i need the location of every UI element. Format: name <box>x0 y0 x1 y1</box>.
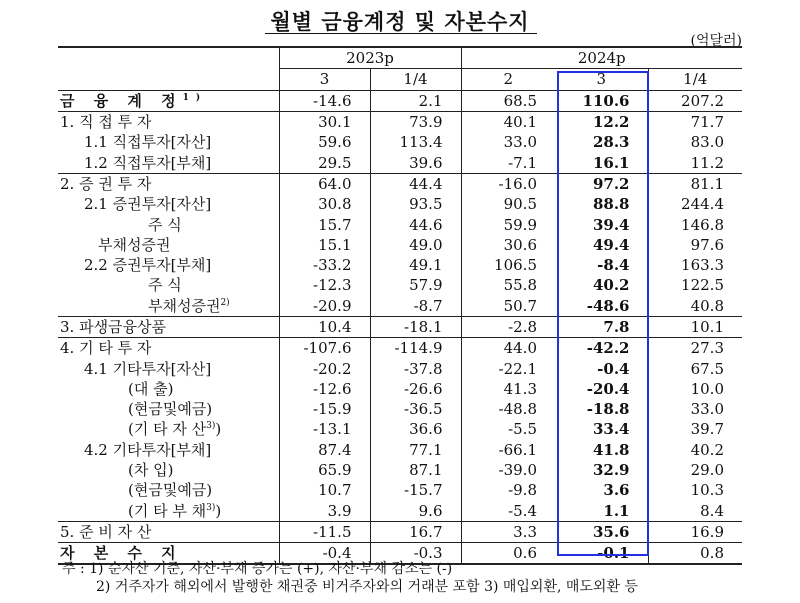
table-row <box>58 440 742 460</box>
value-cell: -12.6 <box>279 379 370 399</box>
value-cell: 30.1 <box>279 111 370 132</box>
value-cell: -39.0 <box>461 460 555 480</box>
value-cell: 10.3 <box>648 480 742 500</box>
row-label: (현금및예금) <box>128 481 213 500</box>
row-label: 2.2 증권투자[부채] <box>84 256 212 275</box>
header-month: 1/4 <box>648 69 742 90</box>
value-cell: 87.1 <box>370 460 461 480</box>
value-cell: -107.6 <box>279 338 370 359</box>
value-cell: 73.9 <box>370 111 461 132</box>
value-cell: -20.9 <box>279 296 370 317</box>
row-label: 1.2 직접투자[부채] <box>84 153 212 172</box>
value-cell: -8.4 <box>597 256 630 275</box>
row-label: 2. 증 권 투 자 <box>58 173 279 194</box>
table-row <box>58 399 742 419</box>
value-cell: 3.9 <box>279 501 370 522</box>
footnote-1: 주 : 1) 순자산 기준, 자산·부채 증가는 (+), 자산·부채 감소는 (-) <box>62 561 453 577</box>
value-cell: 3.6 <box>603 481 630 500</box>
value-cell: 33.0 <box>461 132 555 152</box>
table-row <box>58 460 742 480</box>
value-cell: 49.0 <box>370 235 461 255</box>
value-cell: -37.8 <box>370 358 461 378</box>
table-row <box>58 379 742 399</box>
value-cell: 28.3 <box>592 133 630 152</box>
value-cell: 40.2 <box>592 276 630 295</box>
value-cell: 44.6 <box>370 214 461 234</box>
value-cell: -18.1 <box>370 316 461 337</box>
value-cell: 83.0 <box>648 132 742 152</box>
value-cell: 90.5 <box>461 194 555 214</box>
value-cell: 29.5 <box>279 152 370 173</box>
value-cell: -12.3 <box>279 275 370 295</box>
value-cell: -42.2 <box>555 338 648 359</box>
row-label: 주 식 <box>148 215 182 234</box>
table-row <box>58 296 742 317</box>
header-blank <box>58 47 279 69</box>
value-cell: 44.0 <box>461 338 555 359</box>
value-cell: 59.9 <box>461 214 555 234</box>
value-cell: -48.8 <box>461 399 555 419</box>
row-label: 4.1 기타투자[자산] <box>84 359 212 378</box>
table-row <box>58 173 742 194</box>
value-cell: 113.4 <box>370 132 461 152</box>
table-row <box>58 255 742 275</box>
row-label: 4. 기 타 투 자 <box>58 338 279 359</box>
value-cell: 64.0 <box>279 173 370 194</box>
value-cell: 30.8 <box>279 194 370 214</box>
value-cell: 65.9 <box>279 460 370 480</box>
value-cell: 68.5 <box>461 90 555 111</box>
value-cell: 110.6 <box>555 90 648 111</box>
header-month: 3 <box>279 69 370 90</box>
value-cell: 32.9 <box>592 461 630 480</box>
value-cell: -5.5 <box>461 419 555 439</box>
value-cell: -26.6 <box>370 379 461 399</box>
row-label: 부채성증권 <box>98 235 171 254</box>
value-cell: -36.5 <box>370 399 461 419</box>
value-cell: 97.6 <box>648 235 742 255</box>
value-cell: -20.2 <box>279 358 370 378</box>
table-row <box>58 194 742 214</box>
value-cell: 41.8 <box>592 440 630 459</box>
page-title: 월별 금융계정 및 자본수지 <box>270 10 530 34</box>
row-label: 1.1 직접투자[자산] <box>84 133 212 152</box>
value-cell: -7.1 <box>461 152 555 173</box>
title-underline <box>265 33 537 34</box>
value-cell: 30.6 <box>461 235 555 255</box>
value-cell: 39.7 <box>648 419 742 439</box>
value-cell: 81.1 <box>648 173 742 194</box>
value-cell: 40.2 <box>648 440 742 460</box>
value-cell: 8.4 <box>648 501 742 522</box>
table-row <box>58 480 742 500</box>
header-blank <box>58 69 279 90</box>
header-month: 1/4 <box>370 69 461 90</box>
value-cell: 10.1 <box>648 316 742 337</box>
value-cell: -14.6 <box>279 90 370 111</box>
value-cell: 2.1 <box>370 90 461 111</box>
value-cell: 15.1 <box>279 235 370 255</box>
footnote-2: 2) 거주자가 해외에서 발행한 채권중 비거주자와의 거래분 포함 3) 매입외환, 매도외환 등 <box>96 579 638 595</box>
row-label: (대 출) <box>128 379 174 398</box>
value-cell: 15.7 <box>279 214 370 234</box>
row-label: 자 본 수 지 <box>58 543 279 565</box>
table-row <box>58 419 742 439</box>
value-cell: 10.7 <box>279 480 370 500</box>
header-year-2024: 2024p <box>461 47 742 69</box>
value-cell: 36.6 <box>370 419 461 439</box>
table-row <box>58 111 742 132</box>
value-cell: 1.1 <box>603 501 630 520</box>
value-cell: 122.5 <box>648 275 742 295</box>
row-label: 2.1 증권투자[자산] <box>84 195 212 214</box>
header-month: 3 <box>555 69 648 90</box>
value-cell: -13.1 <box>279 419 370 439</box>
value-cell: 27.3 <box>648 338 742 359</box>
table-row <box>58 235 742 255</box>
value-cell: 29.0 <box>648 460 742 480</box>
header-year-2023: 2023p <box>279 47 461 69</box>
value-cell: 77.1 <box>370 440 461 460</box>
value-cell: -114.9 <box>370 338 461 359</box>
value-cell: 207.2 <box>648 90 742 111</box>
value-cell: -48.6 <box>586 296 630 315</box>
value-cell: -22.1 <box>461 358 555 378</box>
value-cell: 146.8 <box>648 214 742 234</box>
value-cell: -11.5 <box>279 521 370 542</box>
table-row <box>58 132 742 152</box>
value-cell: 50.7 <box>461 296 555 317</box>
value-cell: 10.4 <box>279 316 370 337</box>
row-label: 1. 직 접 투 자 <box>58 111 279 132</box>
table-row <box>58 501 742 522</box>
value-cell: 88.8 <box>592 195 630 214</box>
value-cell: 0.6 <box>461 543 555 565</box>
value-cell: 35.6 <box>555 521 648 542</box>
value-cell: 11.2 <box>648 152 742 173</box>
row-label: (기 타 부 채$^{3)}$) <box>128 501 222 520</box>
value-cell: -0.4 <box>597 359 630 378</box>
row-label: (현금및예금) <box>128 400 213 419</box>
value-cell: 16.9 <box>648 521 742 542</box>
value-cell: 33.0 <box>648 399 742 419</box>
value-cell: 16.1 <box>592 153 630 172</box>
value-cell: -18.8 <box>586 400 630 419</box>
value-cell: 87.4 <box>279 440 370 460</box>
value-cell: 55.8 <box>461 275 555 295</box>
header-month: 2 <box>461 69 555 90</box>
value-cell: 39.4 <box>592 215 630 234</box>
value-cell: 163.3 <box>648 255 742 275</box>
value-cell: -15.9 <box>279 399 370 419</box>
value-cell: -0.4 <box>279 543 370 565</box>
value-cell: 67.5 <box>648 358 742 378</box>
row-label: (차 입) <box>128 461 174 480</box>
value-cell: 106.5 <box>461 255 555 275</box>
value-cell: 57.9 <box>370 275 461 295</box>
table-row <box>58 214 742 234</box>
value-cell: -2.8 <box>461 316 555 337</box>
value-cell: 7.8 <box>555 316 648 337</box>
value-cell: 93.5 <box>370 194 461 214</box>
value-cell: -33.2 <box>279 255 370 275</box>
table-row <box>58 338 742 359</box>
table-row <box>58 358 742 378</box>
value-cell: -20.4 <box>586 379 630 398</box>
row-label: 주 식 <box>148 276 182 295</box>
table-row <box>58 521 742 542</box>
value-cell: 49.1 <box>370 255 461 275</box>
value-cell: 44.4 <box>370 173 461 194</box>
value-cell: -16.0 <box>461 173 555 194</box>
value-cell: -5.4 <box>461 501 555 522</box>
value-cell: 71.7 <box>648 111 742 132</box>
row-label: 금 융 계 정$^{1)}$ <box>58 90 279 111</box>
value-cell: 12.2 <box>555 111 648 132</box>
row-label: 부채성증권$^{2)}$ <box>148 296 230 315</box>
value-cell: 16.7 <box>370 521 461 542</box>
table-row <box>58 90 742 111</box>
table-row <box>58 275 742 295</box>
value-cell: 41.3 <box>461 379 555 399</box>
value-cell: 244.4 <box>648 194 742 214</box>
table-row <box>58 316 742 337</box>
financial-account-table <box>58 46 742 565</box>
value-cell: 40.8 <box>648 296 742 317</box>
row-label: 5. 준 비 자 산 <box>58 521 279 542</box>
table-row <box>58 152 742 173</box>
value-cell: 9.6 <box>370 501 461 522</box>
value-cell: 10.0 <box>648 379 742 399</box>
row-label: (기 타 자 산$^{3)}$) <box>128 420 222 439</box>
value-cell: -8.7 <box>370 296 461 317</box>
value-cell: -66.1 <box>461 440 555 460</box>
value-cell: -9.8 <box>461 480 555 500</box>
value-cell: 59.6 <box>279 132 370 152</box>
value-cell: 49.4 <box>592 235 630 254</box>
value-cell: 40.1 <box>461 111 555 132</box>
value-cell: 39.6 <box>370 152 461 173</box>
value-cell: 33.4 <box>592 420 630 439</box>
value-cell: 3.3 <box>461 521 555 542</box>
row-label: 4.2 기타투자[부채] <box>84 440 212 459</box>
value-cell: -15.7 <box>370 480 461 500</box>
unit-label: (억달러) <box>690 33 742 49</box>
value-cell: -0.3 <box>370 543 461 565</box>
value-cell: 97.2 <box>555 173 648 194</box>
row-label: 3. 파생금융상품 <box>58 316 279 337</box>
value-cell: 0.8 <box>648 543 742 565</box>
value-cell: -0.1 <box>555 543 648 565</box>
